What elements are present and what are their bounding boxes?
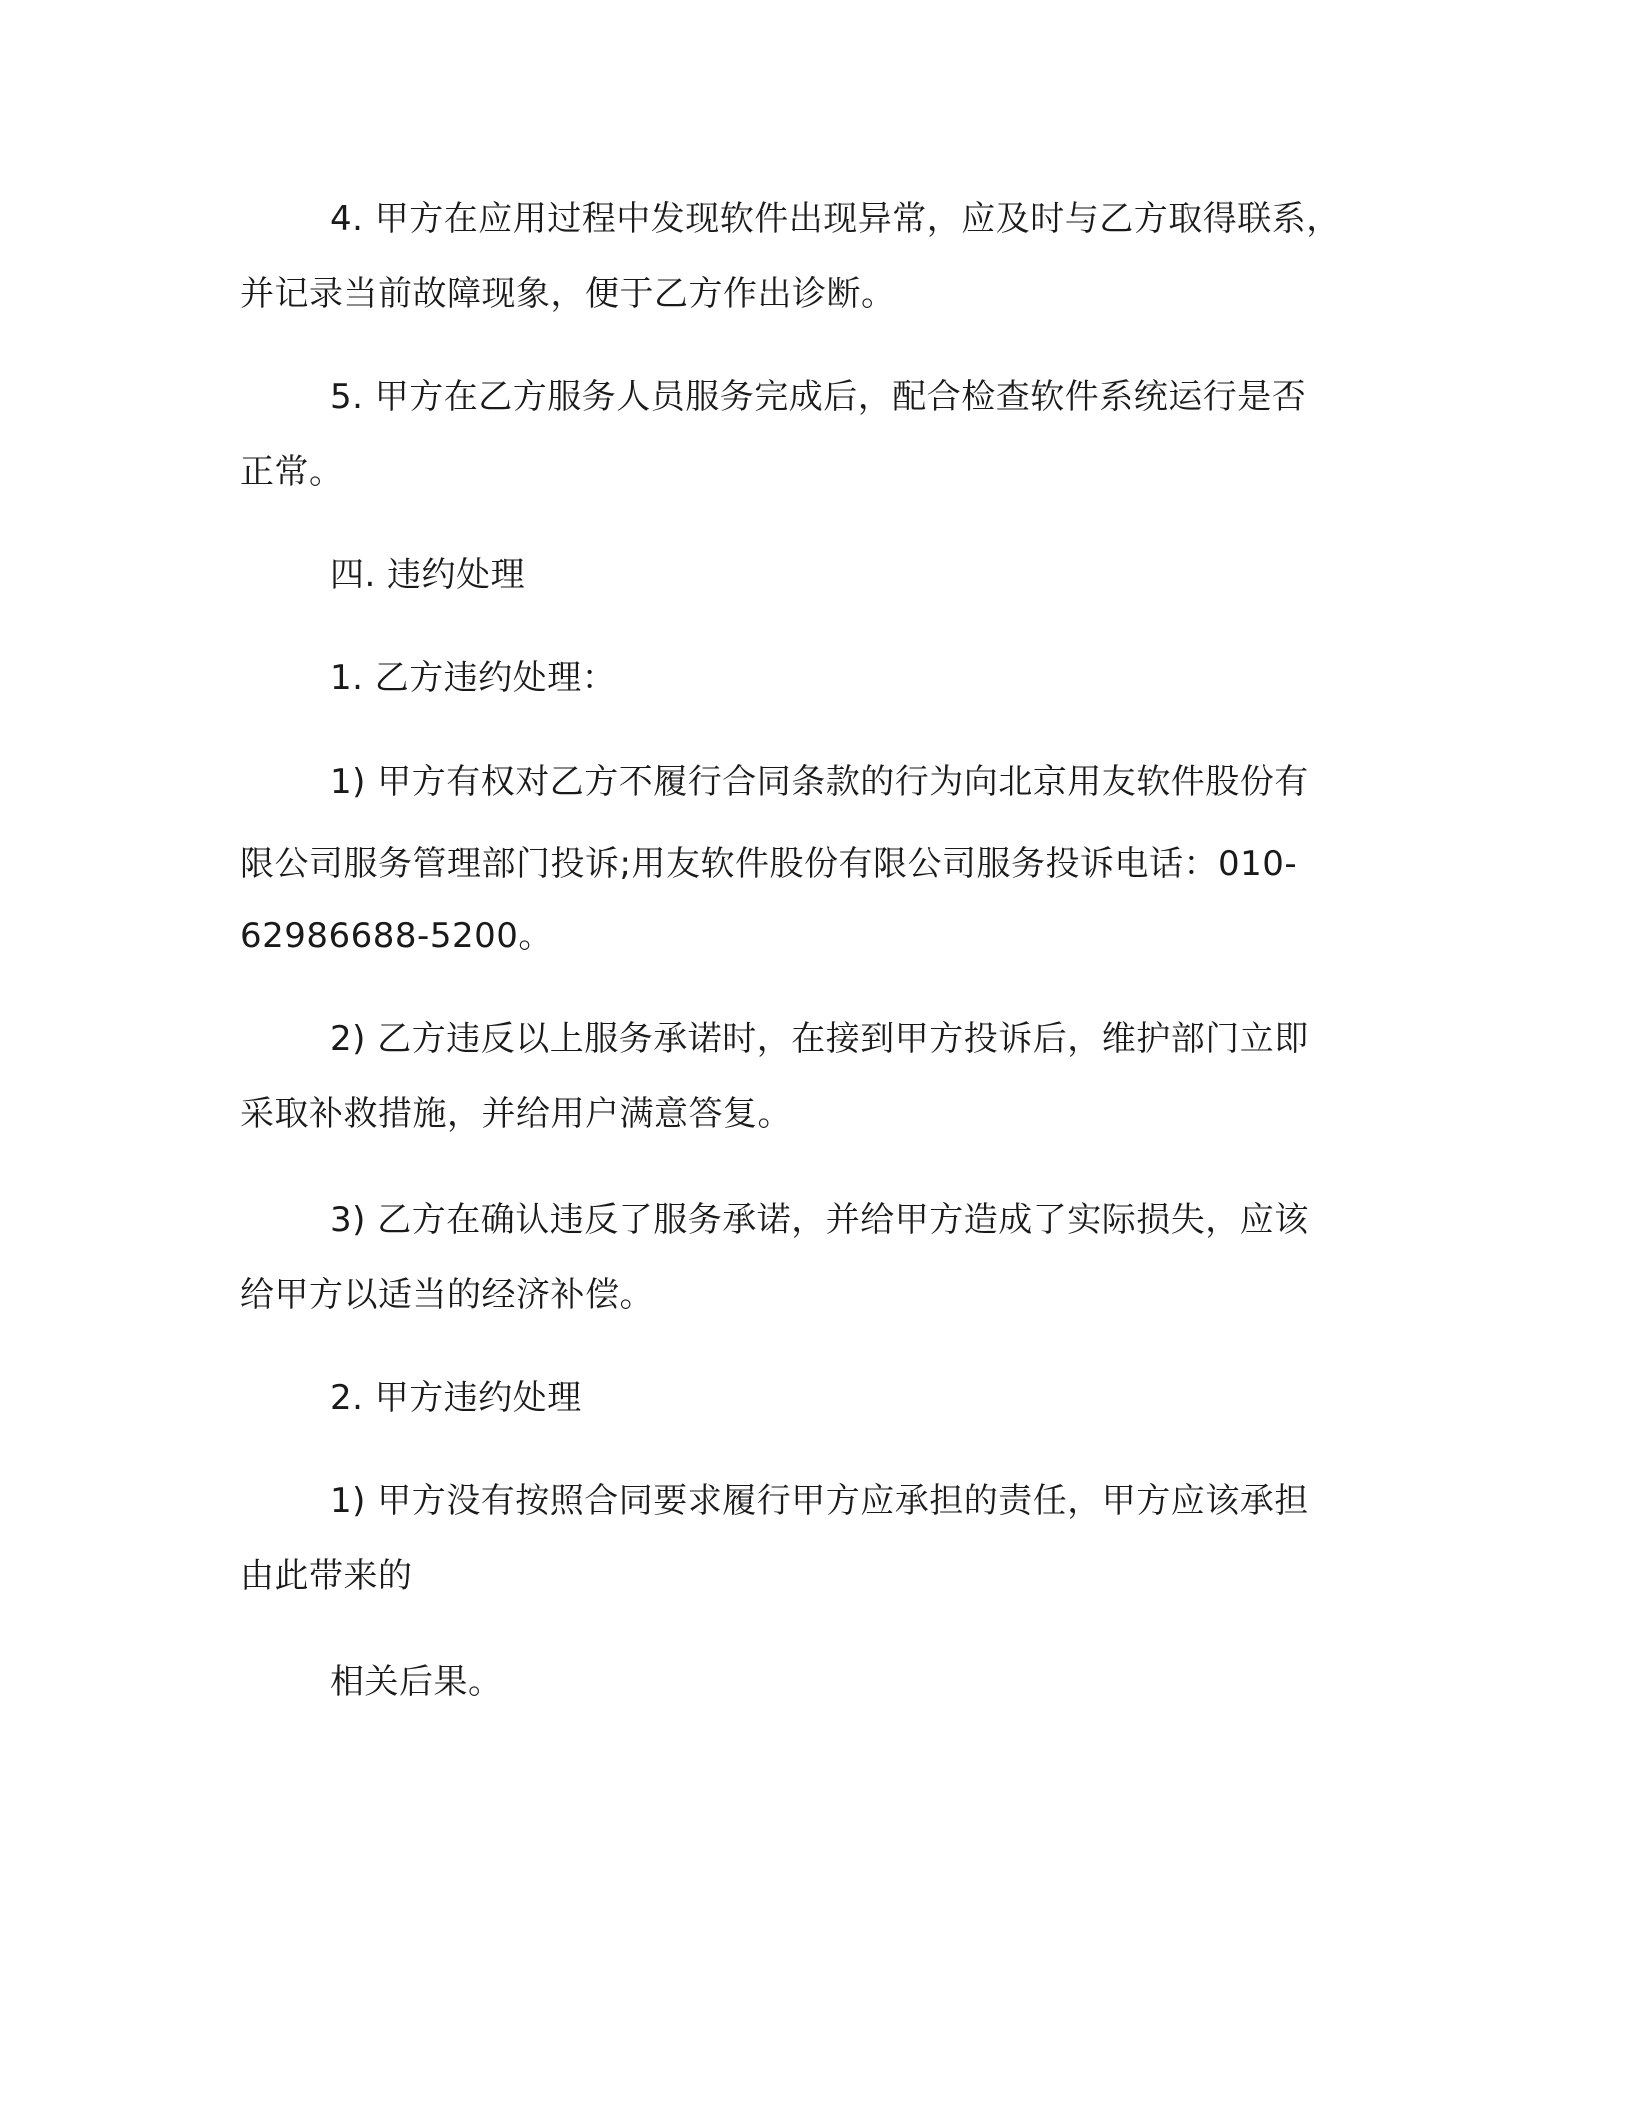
item-3-line-2: 给甲方以适当的经济补偿。: [240, 1275, 654, 1315]
item-a1-line-2: 由此带来的: [240, 1556, 413, 1596]
item-1-line-2: 限公司服务管理部门投诉;用友软件股份有限公司服务投诉电话：010-: [240, 844, 1298, 884]
item-a1-line-1: 1) 甲方没有按照合同要求履行甲方应承担的责任，甲方应该承担: [330, 1481, 1309, 1521]
subsection-heading-party-b: 1. 乙方违约处理：: [330, 658, 617, 698]
section-heading-breach: 四. 违约处理: [330, 555, 526, 595]
clause-5-line-1: 5. 甲方在乙方服务人员服务完成后，配合检查软件系统运行是否: [330, 377, 1307, 417]
item-3-line-1: 3) 乙方在确认违反了服务承诺，并给甲方造成了实际损失，应该: [330, 1200, 1309, 1240]
clause-4-line-2: 并记录当前故障现象，便于乙方作出诊断。: [240, 274, 896, 314]
clause-4-line-1: 4. 甲方在应用过程中发现软件出现异常，应及时与乙方取得联系，: [330, 199, 1341, 239]
item-a1-line-3: 相关后果。: [330, 1662, 503, 1702]
item-1-line-3: 62986688-5200。: [240, 916, 553, 956]
item-1-line-1: 1) 甲方有权对乙方不履行合同条款的行为向北京用友软件股份有: [330, 762, 1309, 802]
clause-5-line-2: 正常。: [240, 452, 344, 492]
item-2-line-2: 采取补救措施，并给用户满意答复。: [240, 1094, 792, 1134]
subsection-heading-party-a: 2. 甲方违约处理: [330, 1378, 582, 1418]
item-2-line-1: 2) 乙方违反以上服务承诺时，在接到甲方投诉后，维护部门立即: [330, 1019, 1309, 1059]
